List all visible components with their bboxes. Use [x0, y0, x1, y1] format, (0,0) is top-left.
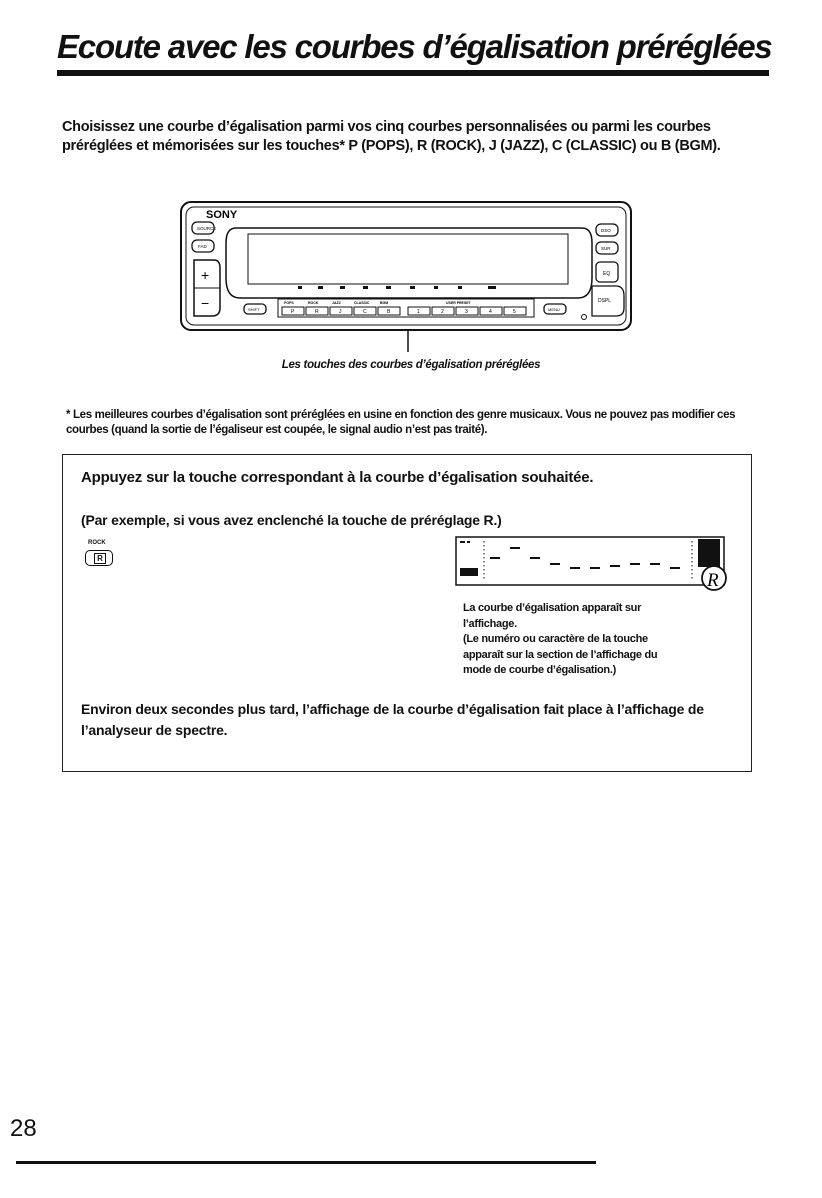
- followup-text: Environ deux secondes plus tard, l’affichage de la courbe d’égalisation fait place à l’affichage de l’analyseur de spectre.: [81, 701, 704, 738]
- svg-text:SHIFT: SHIFT: [248, 307, 260, 312]
- svg-text:P: P: [291, 309, 295, 315]
- display-caption-line: La courbe d’égalisation apparaît sur: [463, 602, 642, 614]
- rock-preset-button: [85, 550, 113, 566]
- footnote: * Les meilleures courbes d’égalisation sont préréglées en usine en fonction des genre musicaux. Vous ne pouvez pas modifier ces courbes (quand la sortie de l’égaliseur est coupée, le signal audio n’est pas traité).: [66, 409, 736, 436]
- display-caption-line: apparaît sur la section de l’affichage du: [463, 648, 658, 661]
- svg-text:B: B: [387, 309, 391, 315]
- svg-text:SOURCE: SOURCE: [197, 226, 217, 231]
- svg-text:DSO: DSO: [601, 228, 611, 233]
- step-example: (Par exemple, si vous avez enclenché la touche de préréglage R.): [81, 512, 502, 528]
- callout-line-extension: [407, 340, 409, 352]
- svg-text:4: 4: [489, 309, 492, 315]
- page-title: Ecoute avec les courbes d’égalisation préréglées: [57, 28, 772, 65]
- title-underline: [57, 70, 769, 76]
- svg-text:DSPL: DSPL: [598, 298, 612, 304]
- svg-text:SUR: SUR: [601, 246, 611, 251]
- svg-text:3: 3: [465, 309, 468, 315]
- eq-display-illustration: [454, 535, 734, 595]
- display-caption-line: mode de courbe d’égalisation.): [463, 664, 616, 676]
- intro-paragraph: Choisissez une courbe d’égalisation parmi vos cinq courbes personnalisées ou parmi les courbes préréglées et mémorisées sur les touches* P (POPS), R (ROCK), J (JAZZ), C (CLASSIC) ou B (BGM).: [62, 119, 721, 154]
- svg-text:C: C: [363, 309, 367, 315]
- device-caption: Les touches des courbes d’égalisation préréglées: [281, 359, 541, 371]
- svg-text:BGM: BGM: [380, 301, 389, 305]
- step-box: [62, 454, 752, 772]
- rock-key-letter: R: [94, 553, 106, 564]
- svg-text:2: 2: [441, 309, 444, 315]
- svg-text:FAD: FAD: [198, 244, 207, 249]
- volume-minus-icon: −: [201, 295, 210, 311]
- brand-logo: SONY: [206, 209, 238, 221]
- rock-key-illustration: [81, 540, 121, 580]
- svg-text:JAZZ: JAZZ: [332, 301, 341, 305]
- svg-text:J: J: [339, 309, 342, 315]
- display-caption: [463, 601, 733, 679]
- svg-text:1: 1: [417, 309, 420, 315]
- bottom-rule: [16, 1161, 596, 1164]
- svg-text:CLASSIC: CLASSIC: [354, 301, 370, 305]
- svg-text:5: 5: [513, 309, 516, 315]
- svg-text:ROCK: ROCK: [308, 301, 319, 305]
- display-caption-line: l’affichage.: [463, 617, 517, 630]
- svg-text:R: R: [707, 570, 719, 591]
- page-number: 28: [10, 1115, 37, 1142]
- svg-text:R: R: [315, 309, 319, 315]
- display-caption-line: (Le numéro ou caractère de la touche: [463, 633, 648, 645]
- svg-text:POPS: POPS: [284, 301, 294, 305]
- svg-text:MENU: MENU: [548, 307, 560, 312]
- car-stereo-illustration: [178, 198, 638, 340]
- svg-text:USER PRESET: USER PRESET: [446, 301, 471, 305]
- volume-plus-icon: +: [201, 267, 210, 283]
- step-heading: Appuyez sur la touche correspondant à la courbe d’égalisation souhaitée.: [81, 469, 594, 486]
- svg-text:EQ: EQ: [603, 271, 611, 277]
- rock-key-label: ROCK: [88, 540, 106, 546]
